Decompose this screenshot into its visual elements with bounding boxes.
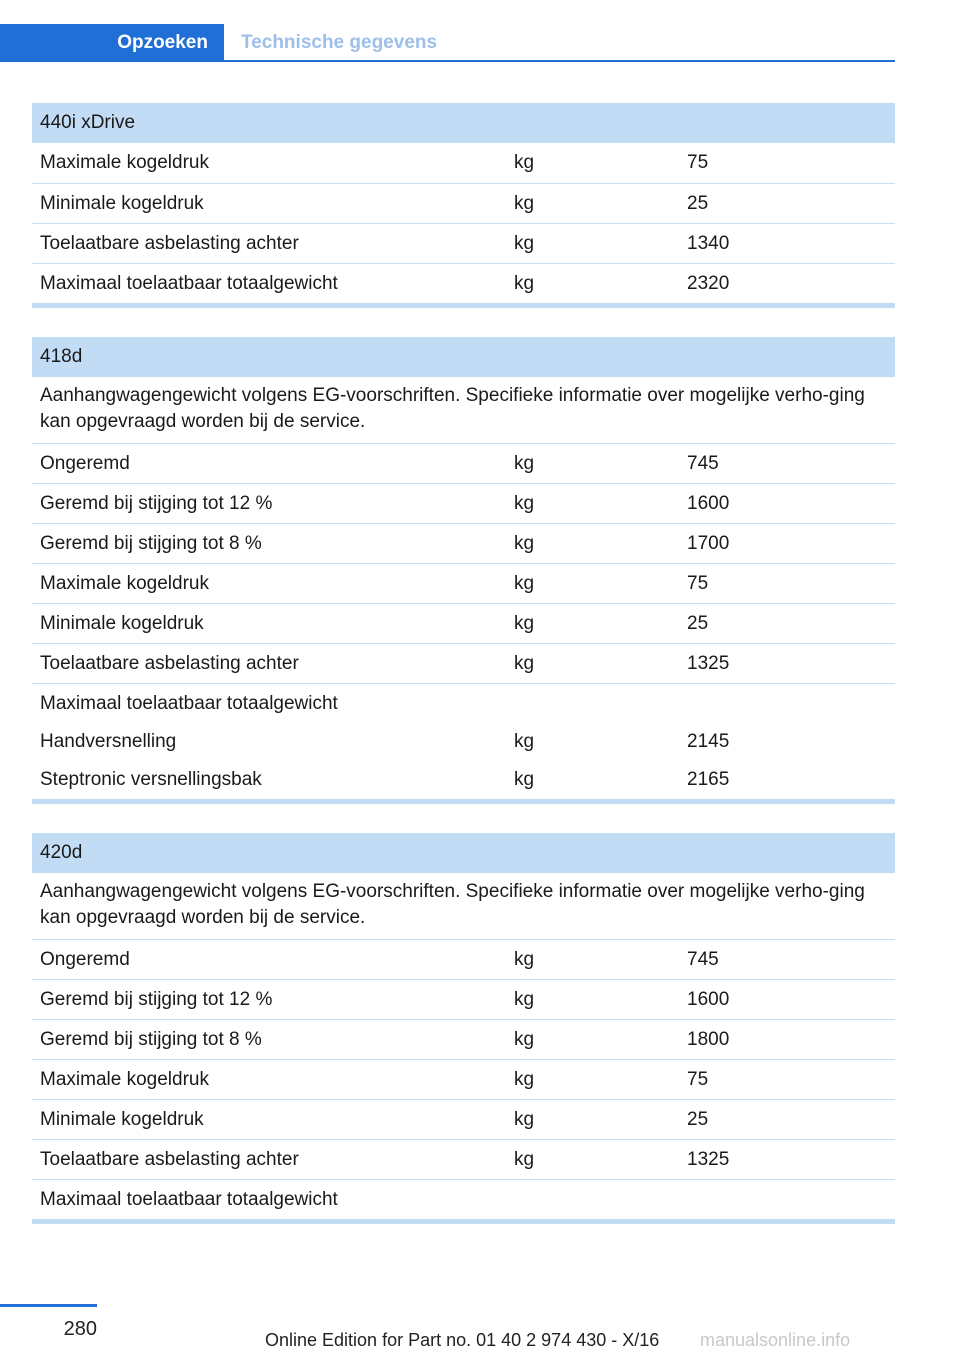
row-label: Steptronic versnellingsbak (40, 769, 262, 790)
row-label: Toelaatbare asbelasting achter (40, 1149, 299, 1170)
row-value: 1340 (687, 233, 730, 254)
row-unit: kg (514, 193, 535, 214)
table-row (32, 563, 895, 603)
row-label: Maximale kogeldruk (40, 152, 209, 173)
table-row (32, 523, 895, 563)
table-row-total-heading (32, 1179, 895, 1219)
row-value: 1700 (687, 533, 730, 554)
row-label: Geremd bij stijging tot 12 % (40, 989, 273, 1010)
row-value: 2165 (687, 769, 730, 790)
table-row (32, 723, 895, 761)
table-row (32, 143, 895, 183)
spec-table-440i-xdrive (32, 103, 895, 308)
table-row (32, 979, 895, 1019)
table-title: 418d (32, 337, 895, 377)
row-unit: kg (514, 1109, 535, 1130)
row-label: Maximaal toelaatbaar totaalgewicht (40, 273, 338, 294)
row-label: Maximale kogeldruk (40, 573, 209, 594)
table-row-total-heading (32, 683, 895, 723)
row-label: Maximaal toelaatbaar totaalgewicht (40, 693, 338, 714)
row-value: 1600 (687, 493, 730, 514)
row-value: 75 (687, 152, 709, 173)
page-number: 280 (63, 1318, 97, 1340)
page-header (0, 24, 895, 62)
table-row (32, 263, 895, 303)
table-note: Aanhangwagengewicht volgens EG-voorschriften. Specifieke informatie over mogelijke verho-ging kan opgevraagd worden bij de service. (40, 385, 865, 432)
row-unit: kg (514, 769, 535, 790)
edition-text: Online Edition for Part no. 01 40 2 974 430 - X/16 (265, 1330, 660, 1350)
row-unit: kg (514, 1029, 535, 1050)
row-unit: kg (514, 152, 535, 173)
row-value: 745 (687, 949, 719, 970)
row-label: Minimale kogeldruk (40, 193, 204, 214)
row-label: Minimale kogeldruk (40, 613, 204, 634)
spec-table-418d (32, 337, 895, 804)
row-value: 25 (687, 613, 709, 634)
row-label: Toelaatbare asbelasting achter (40, 653, 299, 674)
table-row (32, 603, 895, 643)
row-unit: kg (514, 493, 535, 514)
row-unit: kg (514, 533, 535, 554)
tab-technische-gegevens[interactable]: Technische gegevens (241, 32, 438, 53)
row-label: Ongeremd (40, 453, 130, 474)
row-label: Geremd bij stijging tot 8 % (40, 1029, 262, 1050)
row-label: Geremd bij stijging tot 12 % (40, 493, 273, 514)
table-title: 420d (32, 833, 895, 873)
table-row (32, 1059, 895, 1099)
table-row (32, 1139, 895, 1179)
table-row (32, 761, 895, 799)
row-unit: kg (514, 731, 535, 752)
table-row (32, 443, 895, 483)
row-unit: kg (514, 653, 535, 674)
row-value: 2145 (687, 731, 730, 752)
row-value: 1600 (687, 989, 730, 1010)
row-value: 1800 (687, 1029, 730, 1050)
row-unit: kg (514, 273, 535, 294)
row-value: 1325 (687, 653, 730, 674)
table-row (32, 1099, 895, 1139)
table-row (32, 939, 895, 979)
tab-opzoeken[interactable]: Opzoeken (0, 24, 224, 62)
row-value: 25 (687, 1109, 709, 1130)
row-label: Minimale kogeldruk (40, 1109, 204, 1130)
table-title: 440i xDrive (32, 103, 895, 143)
spec-table-420d (32, 833, 895, 1224)
table-row (32, 223, 895, 263)
row-label: Toelaatbare asbelasting achter (40, 233, 299, 254)
row-unit: kg (514, 949, 535, 970)
row-unit: kg (514, 989, 535, 1010)
row-label: Handversnelling (40, 731, 177, 752)
header-rule (0, 60, 895, 62)
table-row (32, 183, 895, 223)
footer-rule (0, 1304, 97, 1307)
row-unit: kg (514, 453, 535, 474)
row-value: 745 (687, 453, 719, 474)
row-value: 75 (687, 1069, 709, 1090)
row-unit: kg (514, 1149, 535, 1170)
row-label: Maximale kogeldruk (40, 1069, 209, 1090)
row-unit: kg (514, 233, 535, 254)
table-note: Aanhangwagengewicht volgens EG-voorschriften. Specifieke informatie over mogelijke verho-ging kan opgevraagd worden bij de service. (40, 881, 865, 928)
table-row (32, 1019, 895, 1059)
row-label: Maximaal toelaatbaar totaalgewicht (40, 1189, 338, 1210)
table-row (32, 643, 895, 683)
row-label: Geremd bij stijging tot 8 % (40, 533, 262, 554)
table-row (32, 483, 895, 523)
row-unit: kg (514, 573, 535, 594)
row-label: Ongeremd (40, 949, 130, 970)
row-value: 1325 (687, 1149, 730, 1170)
row-unit: kg (514, 1069, 535, 1090)
row-value: 25 (687, 193, 709, 214)
row-unit: kg (514, 613, 535, 634)
row-value: 75 (687, 573, 709, 594)
row-value: 2320 (687, 273, 730, 294)
watermark: manualsonline.info (700, 1330, 851, 1350)
